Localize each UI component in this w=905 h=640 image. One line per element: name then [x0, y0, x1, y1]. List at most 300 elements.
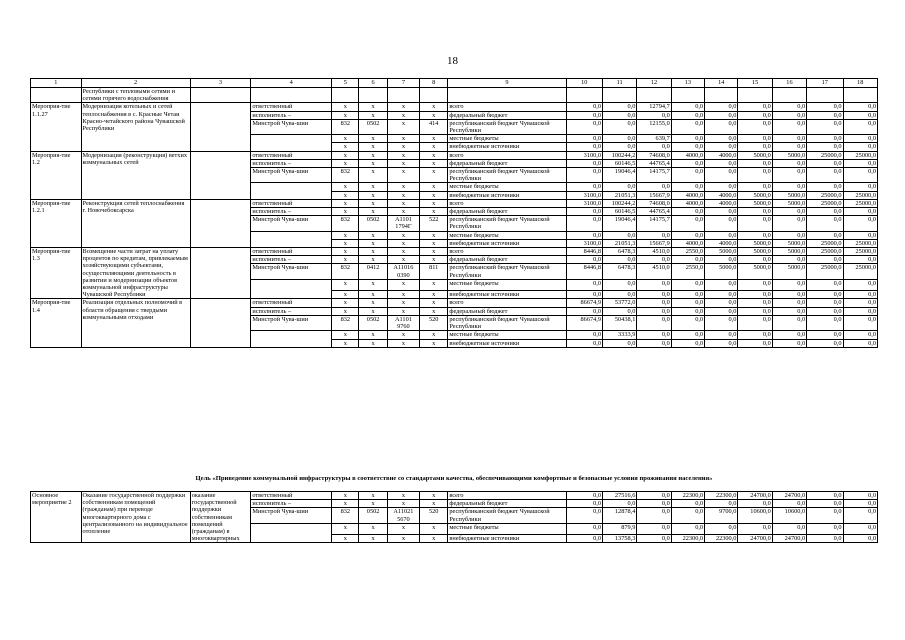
measure-code: Мероприя-тие 1.3 [31, 248, 82, 299]
amount-cell: 0,0 [671, 208, 704, 216]
funding-source: республиканский бюджет Чувашской Республики [448, 168, 566, 183]
column-number: 3 [190, 79, 251, 88]
budget-code-cell: x [387, 307, 419, 315]
column-number: 1 [31, 79, 82, 88]
amount-cell: 0,0 [807, 119, 843, 134]
column-number: 12 [637, 79, 671, 88]
budget-code-cell: x [420, 492, 448, 500]
amount-cell: 0,0 [843, 339, 878, 347]
budget-code-cell: x [332, 103, 359, 111]
column-number: 5 [332, 79, 359, 88]
measure-name: Реализация отдельных полномочий в области обращения с твердыми коммунальными отходами [81, 299, 190, 347]
amount-cell: 0,0 [603, 111, 637, 119]
funding-source: местные бюджеты [448, 135, 566, 143]
amount-cell: 0,0 [843, 331, 878, 339]
measure-participants: оказание государственной поддержки собственникам помещений (гражданам) в многоквартирных [190, 492, 251, 543]
amount-cell: 19046,4 [603, 168, 637, 183]
amount-cell: 0,0 [772, 216, 806, 231]
amount-cell: 22300,0 [705, 535, 738, 543]
funding-source: федеральный бюджет [448, 256, 566, 264]
budget-code-cell: x [332, 307, 359, 315]
amount-cell: 0,0 [566, 183, 602, 191]
budget-code-cell: x [332, 183, 359, 191]
budget-code-cell: x [332, 199, 359, 207]
amount-cell: 0,0 [637, 183, 671, 191]
budget-code-cell: 0502 [359, 315, 387, 330]
amount-cell: 5000,0 [705, 264, 738, 279]
amount-cell: 0,0 [705, 159, 738, 167]
amount-cell: 24700,0 [772, 535, 806, 543]
budget-code-cell: x [387, 191, 419, 199]
amount-cell: 0,0 [807, 508, 843, 523]
budget-code-cell: 832 [332, 264, 359, 279]
amount-cell: 4000,0 [671, 151, 704, 159]
column-number-row [31, 79, 878, 88]
measure-name: Модернизация котельных и сетей теплоснабжения в с. Красные Четаи Красно-четайского района Чувашской Республики [81, 103, 190, 151]
executor-cell: ответственный [251, 199, 332, 207]
amount-cell: 0,0 [807, 168, 843, 183]
measure-code: Мероприя-тие 1.4 [31, 299, 82, 347]
funding-source: федеральный бюджет [448, 159, 566, 167]
amount-cell: 5000,0 [738, 239, 772, 247]
amount-cell: 0,0 [566, 492, 602, 500]
budget-code-cell: x [359, 103, 387, 111]
budget-code-cell: 0502 [359, 119, 387, 134]
amount-cell: 14175,7 [637, 168, 671, 183]
budget-code-cell: x [332, 331, 359, 339]
amount-cell: 2550,0 [671, 264, 704, 279]
executor-cell: Минстрой Чува-шии [251, 216, 332, 231]
executor-cell [251, 183, 332, 199]
amount-cell: 0,0 [738, 135, 772, 143]
budget-code-cell: x [359, 168, 387, 183]
executor-cell: исполнитель – [251, 208, 332, 216]
budget-code-cell: x [387, 111, 419, 119]
amount-cell: 3100,0 [566, 151, 602, 159]
amount-cell: 0,0 [637, 535, 671, 543]
amount-cell: 4510,0 [637, 248, 671, 256]
amount-cell: 0,0 [738, 119, 772, 134]
budget-code-cell: А11016 0390 [387, 264, 419, 279]
budget-code-cell: 832 [332, 508, 359, 523]
budget-code-cell: А11021 5670 [387, 508, 419, 523]
amount-cell: 0,0 [738, 143, 772, 151]
budget-code-cell: x [420, 111, 448, 119]
amount-cell: 25000,0 [843, 151, 878, 159]
table-row [31, 151, 878, 159]
amount-cell: 0,0 [671, 299, 704, 307]
amount-cell: 0,0 [772, 307, 806, 315]
funding-source: всего [448, 299, 566, 307]
amount-cell: 0,0 [772, 143, 806, 151]
amount-cell: 0,0 [705, 168, 738, 183]
executor-cell: исполнитель – [251, 307, 332, 315]
budget-code-cell: 522 [420, 216, 448, 231]
amount-cell: 0,0 [566, 216, 602, 231]
measure-participants [190, 103, 251, 151]
amount-cell: 0,0 [843, 523, 878, 534]
budget-code-cell: x [332, 239, 359, 247]
amount-cell: 0,0 [843, 307, 878, 315]
budget-code-cell: x [332, 143, 359, 151]
amount-cell: 0,0 [772, 135, 806, 143]
budget-code-cell: 520 [420, 508, 448, 523]
amount-cell: 24700,0 [738, 492, 772, 500]
budget-code-cell: 0502 [359, 216, 387, 231]
executor-cell [251, 135, 332, 151]
amount-cell: 0,0 [637, 291, 671, 299]
amount-cell: 0,0 [843, 183, 878, 191]
amount-cell: 0,0 [566, 508, 602, 523]
amount-cell: 639,7 [637, 135, 671, 143]
amount-cell: 0,0 [738, 315, 772, 330]
amount-cell: 0,0 [637, 331, 671, 339]
column-number: 8 [420, 79, 448, 88]
amount-cell: 0,0 [807, 111, 843, 119]
amount-cell: 0,0 [566, 103, 602, 111]
amount-cell: 3100,0 [566, 191, 602, 199]
budget-code-cell: x [332, 135, 359, 143]
funding-source: внебюджетные источники [448, 191, 566, 199]
executor-cell: Минстрой Чува-шии [251, 119, 332, 134]
budget-code-cell: x [387, 299, 419, 307]
budget-code-cell: x [359, 111, 387, 119]
budget-code-cell: x [420, 331, 448, 339]
amount-cell: 0,0 [637, 256, 671, 264]
funding-source: республиканский бюджет Чувашской Республики [448, 264, 566, 279]
amount-cell: 0,0 [843, 143, 878, 151]
amount-cell: 86674,9 [566, 315, 602, 330]
amount-cell: 21051,3 [603, 239, 637, 247]
budget-code-cell: x [420, 159, 448, 167]
amount-cell: 0,0 [738, 216, 772, 231]
amount-cell: 0,0 [637, 111, 671, 119]
amount-cell: 15667,9 [637, 191, 671, 199]
amount-cell: 0,0 [671, 339, 704, 347]
budget-code-cell: x [420, 199, 448, 207]
budget-code-cell: 811 [420, 264, 448, 279]
executor-cell: исполнитель – [251, 111, 332, 119]
column-number: 7 [387, 79, 419, 88]
amount-cell: 0,0 [807, 103, 843, 111]
amount-cell: 0,0 [807, 208, 843, 216]
amount-cell: 60146,5 [603, 208, 637, 216]
budget-code-cell: x [332, 208, 359, 216]
budget-code-cell: x [332, 500, 359, 508]
amount-cell: 0,0 [807, 331, 843, 339]
budget-code-cell: x [387, 239, 419, 247]
budget-code-cell: x [359, 279, 387, 290]
amount-cell: 0,0 [637, 307, 671, 315]
amount-cell: 4000,0 [705, 239, 738, 247]
amount-cell: 0,0 [843, 168, 878, 183]
amount-cell: 0,0 [566, 159, 602, 167]
budget-code-cell: x [387, 119, 419, 134]
amount-cell: 0,0 [566, 208, 602, 216]
amount-cell: 0,0 [843, 256, 878, 264]
amount-cell: 0,0 [566, 279, 602, 290]
budget-code-cell: x [387, 103, 419, 111]
column-number: 4 [251, 79, 332, 88]
amount-cell: 0,0 [705, 208, 738, 216]
amount-cell: 0,0 [705, 111, 738, 119]
amount-cell: 0,0 [772, 103, 806, 111]
budget-code-cell: x [420, 231, 448, 239]
budget-code-cell: x [332, 535, 359, 543]
funding-source: внебюджетные источники [448, 291, 566, 299]
column-number: 9 [448, 79, 566, 88]
table-row [31, 103, 878, 111]
amount-cell: 8446,8 [566, 248, 602, 256]
amount-cell: 0,0 [603, 279, 637, 290]
amount-cell: 0,0 [738, 500, 772, 508]
amount-cell: 0,0 [603, 135, 637, 143]
amount-cell: 0,0 [705, 291, 738, 299]
budget-code-cell: x [332, 291, 359, 299]
amount-cell: 4000,0 [705, 191, 738, 199]
budget-code-cell: x [420, 523, 448, 534]
amount-cell: 8446,8 [566, 264, 602, 279]
amount-cell: 0,0 [671, 523, 704, 534]
budget-code-cell: x [387, 331, 419, 339]
amount-cell: 14175,7 [637, 216, 671, 231]
amount-cell: 4000,0 [705, 199, 738, 207]
budget-code-cell: 832 [332, 216, 359, 231]
amount-cell: 0,0 [807, 315, 843, 330]
continuation-text: Республики с тепловыми сетями и сетями горячего водоснабжения [81, 88, 190, 103]
amount-cell: 0,0 [772, 299, 806, 307]
amount-cell: 0,0 [566, 523, 602, 534]
budget-code-cell: x [387, 291, 419, 299]
amount-cell: 25000,0 [807, 264, 843, 279]
amount-cell: 0,0 [671, 159, 704, 167]
executor-cell: ответственный [251, 103, 332, 111]
amount-cell: 60146,5 [603, 159, 637, 167]
amount-cell: 0,0 [603, 500, 637, 508]
budget-code-cell: x [387, 248, 419, 256]
amount-cell: 0,0 [738, 299, 772, 307]
funding-source: федеральный бюджет [448, 500, 566, 508]
amount-cell: 0,0 [705, 523, 738, 534]
budget-code-cell: x [359, 159, 387, 167]
budget-code-cell: x [359, 199, 387, 207]
amount-cell: 0,0 [705, 135, 738, 143]
amount-cell: 0,0 [566, 168, 602, 183]
amount-cell: 0,0 [705, 331, 738, 339]
goal-heading: Цель «Приведение коммунальной инфраструктуры в соответствие со стандартами качества, обеспечивающими комфортные и безопасные условия проживания населения» [195, 475, 713, 482]
budget-code-cell: 0412 [359, 264, 387, 279]
amount-cell: 0,0 [637, 339, 671, 347]
amount-cell: 0,0 [738, 208, 772, 216]
budget-code-cell: x [420, 299, 448, 307]
amount-cell: 5000,0 [738, 151, 772, 159]
amount-cell: 0,0 [671, 315, 704, 330]
measure-name: Возмещение части затрат на уплату процентов по кредитам, привлекаемым хозяйствующими субъектами, осуществляющими деятельность в развитии и модернизации объектов коммунальной инфраструктуры Чувашской Республики [81, 248, 190, 299]
budget-code-cell: x [420, 208, 448, 216]
measure-participants [190, 299, 251, 347]
funding-source: местные бюджеты [448, 279, 566, 290]
amount-cell: 0,0 [843, 111, 878, 119]
budget-code-cell: x [420, 239, 448, 247]
amount-cell: 0,0 [603, 231, 637, 239]
amount-cell: 0,0 [738, 279, 772, 290]
amount-cell: 10600,0 [772, 508, 806, 523]
amount-cell: 0,0 [671, 231, 704, 239]
amount-cell: 3100,0 [566, 239, 602, 247]
amount-cell: 0,0 [705, 299, 738, 307]
measure-code: Мероприя-тие 1.2 [31, 151, 82, 199]
amount-cell: 2550,0 [671, 248, 704, 256]
funding-source: всего [448, 492, 566, 500]
budget-code-cell: x [332, 159, 359, 167]
amount-cell: 0,0 [843, 299, 878, 307]
amount-cell: 4510,0 [637, 264, 671, 279]
amount-cell: 0,0 [738, 183, 772, 191]
funding-source: республиканский бюджет Чувашской Республики [448, 119, 566, 134]
amount-cell: 0,0 [671, 119, 704, 134]
budget-code-cell: x [420, 248, 448, 256]
budget-code-cell: x [420, 143, 448, 151]
amount-cell: 0,0 [772, 168, 806, 183]
amount-cell: 4000,0 [671, 199, 704, 207]
amount-cell: 0,0 [566, 307, 602, 315]
funding-source: республиканский бюджет Чувашской Республики [448, 315, 566, 330]
budget-code-cell: x [420, 307, 448, 315]
amount-cell: 6478,3 [603, 248, 637, 256]
amount-cell: 0,0 [843, 216, 878, 231]
amount-cell: 4000,0 [671, 191, 704, 199]
measure-name: Оказание государственной поддержки собственникам помещений (гражданам) при переводе многоквартирного дома с централизованного на индивидуальное отопление [81, 492, 190, 543]
executor-cell: исполнитель – [251, 500, 332, 508]
budget-code-cell: x [359, 151, 387, 159]
amount-cell: 4000,0 [705, 151, 738, 159]
budget-code-cell: 414 [420, 119, 448, 134]
amount-cell: 0,0 [603, 307, 637, 315]
amount-cell: 0,0 [843, 535, 878, 543]
amount-cell: 5000,0 [705, 248, 738, 256]
amount-cell: 0,0 [603, 256, 637, 264]
budget-code-cell: x [359, 239, 387, 247]
amount-cell: 0,0 [738, 331, 772, 339]
amount-cell: 0,0 [566, 291, 602, 299]
amount-cell: 0,0 [566, 231, 602, 239]
measure-participants [190, 151, 251, 199]
budget-code-cell: x [420, 256, 448, 264]
amount-cell: 25000,0 [807, 248, 843, 256]
funding-source: местные бюджеты [448, 523, 566, 534]
executor-cell: ответственный [251, 151, 332, 159]
amount-cell: 5000,0 [772, 264, 806, 279]
measure-code: Основное мероприятие 2 [31, 492, 82, 543]
amount-cell: 0,0 [738, 168, 772, 183]
budget-code-cell: x [420, 339, 448, 347]
executor-cell [251, 279, 332, 299]
amount-cell: 0,0 [772, 279, 806, 290]
budget-code-cell: x [420, 151, 448, 159]
funding-source: внебюджетные источники [448, 239, 566, 247]
amount-cell: 25000,0 [843, 248, 878, 256]
budget-code-cell: x [420, 103, 448, 111]
budget-code-cell: x [332, 248, 359, 256]
executor-cell: исполнитель – [251, 159, 332, 167]
amount-cell: 0,0 [807, 500, 843, 508]
budget-code-cell: x [359, 231, 387, 239]
amount-cell: 0,0 [705, 143, 738, 151]
amount-cell: 12155,0 [637, 119, 671, 134]
amount-cell: 0,0 [705, 256, 738, 264]
amount-cell: 0,0 [566, 119, 602, 134]
budget-code-cell: 832 [332, 168, 359, 183]
amount-cell: 12794,7 [637, 103, 671, 111]
amount-cell: 0,0 [671, 307, 704, 315]
amount-cell: 0,0 [738, 159, 772, 167]
budget-code-cell: x [387, 168, 419, 183]
amount-cell: 5000,0 [772, 248, 806, 256]
amount-cell: 5000,0 [738, 199, 772, 207]
budget-code-cell: x [359, 191, 387, 199]
amount-cell: 0,0 [566, 256, 602, 264]
funding-source: местные бюджеты [448, 231, 566, 239]
amount-cell: 0,0 [772, 183, 806, 191]
budget-code-cell: x [359, 299, 387, 307]
executor-cell [251, 523, 332, 543]
amount-cell: 0,0 [705, 279, 738, 290]
column-number: 13 [671, 79, 704, 88]
amount-cell: 0,0 [843, 119, 878, 134]
table-row [31, 492, 878, 500]
amount-cell: 0,0 [772, 291, 806, 299]
budget-code-cell: А1101 9760 [387, 315, 419, 330]
column-number: 6 [359, 79, 387, 88]
amount-cell: 0,0 [637, 508, 671, 523]
amount-cell: 0,0 [671, 135, 704, 143]
budget-code-cell: x [387, 159, 419, 167]
budget-code-cell: x [387, 151, 419, 159]
budget-code-cell: x [359, 523, 387, 534]
amount-cell: 0,0 [843, 500, 878, 508]
amount-cell: 0,0 [705, 307, 738, 315]
amount-cell: 0,0 [807, 492, 843, 500]
budget-code-cell: x [420, 279, 448, 290]
amount-cell: 0,0 [738, 307, 772, 315]
budget-code-cell: x [387, 279, 419, 290]
amount-cell: 0,0 [705, 231, 738, 239]
amount-cell: 0,0 [807, 135, 843, 143]
budget-code-cell: x [359, 492, 387, 500]
amount-cell: 0,0 [843, 208, 878, 216]
amount-cell: 0,0 [671, 111, 704, 119]
budget-table [30, 78, 878, 348]
funding-source: республиканский бюджет Чувашской Республики [448, 508, 566, 523]
amount-cell: 0,0 [738, 256, 772, 264]
amount-cell: 0,0 [772, 111, 806, 119]
amount-cell: 0,0 [772, 339, 806, 347]
executor-cell [251, 231, 332, 247]
amount-cell: 0,0 [843, 103, 878, 111]
amount-cell: 0,0 [807, 256, 843, 264]
amount-cell: 100244,2 [603, 199, 637, 207]
amount-cell: 0,0 [637, 523, 671, 534]
amount-cell: 0,0 [807, 183, 843, 191]
executor-cell: исполнитель – [251, 256, 332, 264]
amount-cell: 0,0 [843, 159, 878, 167]
amount-cell: 10600,0 [738, 508, 772, 523]
column-number: 18 [843, 79, 878, 88]
amount-cell: 0,0 [772, 500, 806, 508]
budget-code-cell: x [359, 183, 387, 191]
amount-cell: 0,0 [671, 508, 704, 523]
funding-source: республиканский бюджет Чувашской Республики [448, 216, 566, 231]
